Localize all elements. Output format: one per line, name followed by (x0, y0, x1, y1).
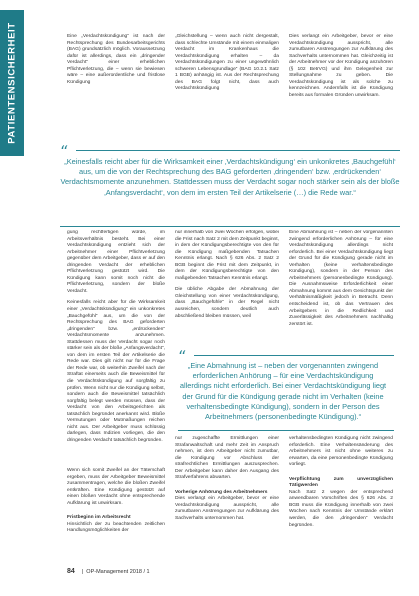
page-footer (67, 568, 150, 575)
body-paragraph: „Gleichstellung – wenn auch nicht dergestalt, dass schlechte Umstände mit einem einmaligen Verdacht im Krankenhaus die Verdachtskündigung erhalten – da Verdachtskündigungen zu einer ungewöhnlich schweren Lebensgrundlage“ (BAG 10.2.1 Satz 1 BGB) anhängig ist. Aus der Rechtsprechung des BAG folgt nicht, dass auch Verdachtskündigung (175, 34, 279, 92)
subheading: Verpflichtung zum unverzüglichen Tätigwerden (289, 476, 393, 489)
body-paragraph: Dies verlangt ein Arbeitgeber, bevor er eine Verdachtskündigung ausspricht, alle zumutbaren Anstrengungen zur Aufklärung des Sachverhalts unternommen hat. Gleichzeitig ist der Arbeitnehmer vor der Kündigung anzuhören (§ 102 BetrVG) und ihm Gelegenheit zur Stellungnahme zu geben. Die Verdachtskündigung ist als solche zu kennzeichnen. Andernfalls ist die Kündigung bereits aus formalen Gründen unwirksam. (289, 34, 393, 98)
pull-quote-2: „Eine Abmahnung ist – neben der vorgenannten zwingend erforderlichen Anhörung – für eine Verdachtskündigung allerdings nicht erforderlich. Bei einer Verdachtskündigung liegt der Grund für die Kündigung gerade nicht im Verhalten (keine verhaltensbedingte Kündigung), sondern in der Person des Arbeitnehmers (personenbedingte Kündigung).“ (179, 361, 387, 422)
body-paragraph: Nach Satz 2 wegen der entsprechend anwendbaren Vorschriften des § 626 Abs. 2 BGB muss die Kündigung innerhalb von zwei Wochen nach Kenntnis der Umstände erklärt werden, die den „dringenden“ Verdacht begründen. (289, 489, 393, 528)
body-paragraph: nur zugeschaffte Ermittlungen einer Strafanwaltschaft und mehr Zeit im Anspruch nehmen, ist dem Arbeitgeber nicht zumutbar, die Kündigung vor Abschluss der strafrechtlichen Ermittlungen auszusprechen. Der Arbeitgeber kann daher den Ausgang des Strafverfahrens abwarten. (175, 436, 279, 481)
body-paragraph: gung rechtfertigen würde, im Arbeitsverhältnis besteht. Bei einer Verdachtskündigung entzieht sich der Arbeitnehmer einer Pflichtverletzung gegenüber dem Arbeitgeber, dass er auf den dringenden Verdacht der erheblichen Pflichtverletzung gestützt wird. Die Kündigung kann somit noch nicht die Pflichtverletzung, sondern der bloße Verdacht. (67, 230, 165, 294)
column-2-bottom (175, 436, 279, 523)
pull-quote-1: „Keinesfalls reicht aber für die Wirksamkeit einer ‚Verdachtskündigung‘ ein unkonkretes ‚Bauchgefühl‘ aus, um die von der Rechtsprechung des BAG geforderten ‚dringenden‘ bzw. ‚erdrückenden‘ Verdachtsmomente anzunehmen. Stattdessen muss der Verdacht sogar noch stärker sein als der bloße ‚Anfangsverdacht‘, von dem im ersten Teil der Artikelserie (…) die Rede war.“ (60, 157, 400, 197)
footer-separator: | (81, 569, 87, 575)
column-2-top (175, 34, 279, 93)
quote-mark-icon: “ (178, 347, 187, 366)
quote-rule-bottom (60, 226, 400, 227)
body-paragraph: Eine Abmahnung ist – neben der vorgenannten zwingend erforderlichen Anhörung – für eine Verdachtskündigung allerdings nicht erforderlich. Bei einer Verdachtskündigung liegt der Grund für die Kündigung gerade nicht im Verhalten (keine verhaltensbedingte Kündigung), sondern in der Person des Arbeitnehmers (personenbedingte Kündigung). Die Ausnahmsweise Erforderlichkeit einer Abmahnung kommt aus dem Gesichtspunkt der Verhältnismäßigkeit jedoch in Betracht. Denn entscheidend ist, ob das Vertrauen des Arbeitgebers in die Redlichkeit und Zuverlässigkeit des Arbeitnehmers nachhaltig zerstört ist. (289, 230, 393, 327)
column-3-bottom (289, 436, 393, 529)
column-3-mid (289, 230, 393, 350)
subheading: Fristbeginn im Arbeitsrecht (67, 515, 131, 521)
body-paragraph: Die übliche Abgabe der Abmahnung der Gleichstellung von einer Verdachtskündigung, dass „Bauchgefühle“ in der Regel nicht ausreichen, sondern deutlich auch abschließend bleiben müssen, weil (175, 287, 279, 319)
column-1-mid (67, 230, 165, 465)
column-1-top (67, 34, 165, 86)
page-number: 84 (67, 568, 75, 575)
quote-rule-bottom (178, 430, 394, 431)
column-3-top (289, 34, 393, 99)
body-paragraph: Wenn sich somit Zweifel an der Täterschaft ergeben, muss der Arbeitgeber Beweismittel zusammentragen, welche die bloßen Zweifel entkräften. Eine Kündigung gestützt auf einen bloßen Verdacht ohne entsprechende Aufklärung ist unwirksam. (67, 468, 165, 506)
column-2-mid (175, 230, 279, 350)
journal-name: OP-Management 2018 / 1 (86, 569, 150, 575)
body-paragraph: nur innerhalb von zwei Wochen erfolgen, wobei die Frist nach Satz 2 mit dem Zeitpunkt beginnt, in dem der Kündigungsberechtigte von den für die Kündigung maßgebenden Tatsachen Kenntnis erlangt. Nach § 626 Abs. 2 Satz 2 BGB beginnt die Frist mit dem Zeitpunkt, in dem der Kündigungsberechtigte von den maßgebenden Tatsachen Kenntnis erlangt. (175, 230, 279, 281)
body-paragraph: Hinsichtlich der zu beachtenden zeitlichen Handlungsmöglichkeiten der (67, 521, 165, 534)
side-tab-label: PATIENTENSICHERHEIT (6, 22, 18, 144)
body-paragraph: Keinesfalls reicht aber für die Wirksamkeit einer „Verdachtskündigung“ ein unkonkretes „Bauchgefühl“ aus, um die von der Rechtsprechung des BAG geforderten „dringenden“ bzw. „erdrückenden“ Verdachtsmomente anzunehmen. Stattdessen muss der Verdacht sogar noch stärker sein als der bloße „Anfangsverdacht“, von dem im ersten Teil der Artikelserie die Rede war. Dies gilt nicht nur für die Frage der Rede war, ob weiterhin Zweifel nach der Straftat einerseits auch die Beweismittel für die Verdachtskündigung auf sorgfältig zu prüfen. Wenn nicht nur die Kündigung selbst, sondern auch die Beweismittel tatsächlich sorgfältig belegt werden müssen, dass der Verdacht von den Arbeitsgerichten als tatsächlich begründet anerkannt wird. Bloße Vermutungen oder Mutmaßungen reichen nicht aus. Der Arbeitgeber muss schlüssig darlegen, dass Indizien vorliegen, die den dringenden Verdacht tatsächlich begründen. (67, 300, 165, 443)
side-tab (0, 10, 24, 156)
quote-mark-icon: “ (60, 142, 69, 161)
body-paragraph: Eine „Verdachtskündigung“ ist nach der Rechtsprechung des Bundesarbeitsgerichts (BAG) grundsätzlich möglich. Voraussetzung dafür ist allerdings, dass ein „dringender Verdacht“ einer erheblichen Pflichtverletzung, die – wenn sie bewiesen wäre – eine außerordentliche und fristlose Kündigung (67, 34, 165, 85)
quote-rule-top (76, 150, 400, 151)
body-paragraph: Dies verlangt ein Arbeitgeber, bevor er eine Verdachtskündigung ausspricht, alle zumutbaren Anstrengungen zur Aufklärung des Sachverhalts unternommen hat. (175, 496, 279, 522)
subheading: Vorherige Anhörung des Arbeitnehmers (175, 489, 268, 495)
body-paragraph: verhaltensbedingten Kündigung nicht zwingend erforderlich. Eine Verhaltensänderung des Arbeitnehmers ist nicht ohne weiteres zu erwarten, da eine personenbedingte Kündigung vorliegt. (289, 436, 393, 468)
column-1-bottom (67, 468, 165, 535)
quote-rule-top (194, 355, 394, 356)
